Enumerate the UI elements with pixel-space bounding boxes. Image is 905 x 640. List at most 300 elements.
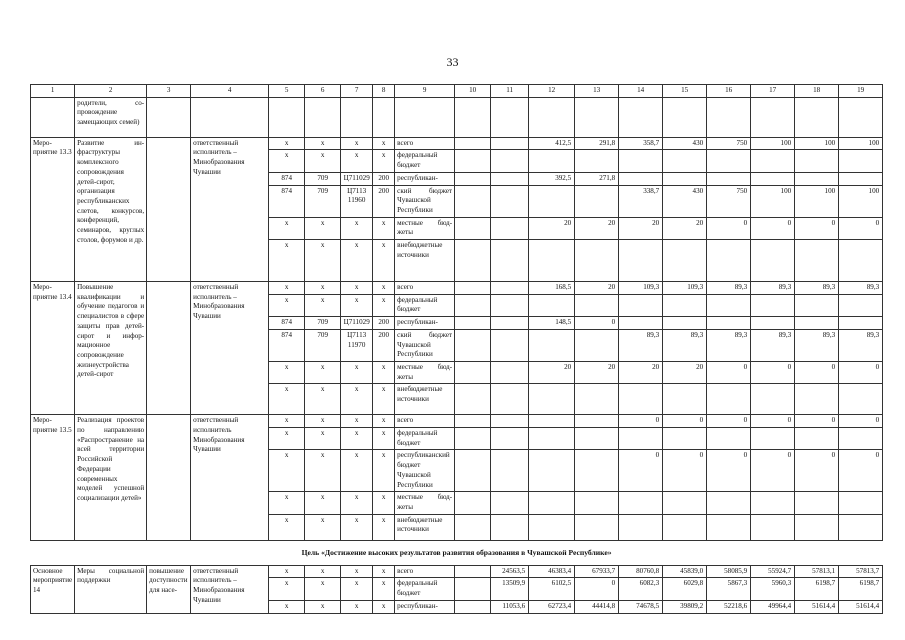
- budget-code: 200: [373, 317, 395, 330]
- amount-cell: 49964,4: [751, 600, 795, 613]
- funding-source: местные бюджеты: [395, 492, 455, 514]
- budget-row: [31, 137, 883, 150]
- funding-source: ский бюджет Чувашской Республики: [395, 329, 455, 361]
- amount-cell: 100: [795, 185, 839, 217]
- amount-cell: [575, 415, 619, 428]
- budget-code: x: [373, 600, 395, 613]
- amount-cell: [795, 172, 839, 185]
- budget-code: x: [341, 217, 373, 239]
- header-cell: 10: [455, 85, 491, 98]
- amount-cell: [455, 172, 491, 185]
- amount-cell: [751, 514, 795, 540]
- amount-cell: 0: [795, 450, 839, 492]
- budget-code: x: [305, 492, 341, 514]
- amount-cell: [619, 150, 663, 172]
- amount-cell: [455, 361, 491, 383]
- amount-cell: 100: [839, 137, 883, 150]
- amount-cell: 46383,4: [529, 565, 575, 578]
- measure-number: Мероприятие 13.4: [31, 282, 75, 415]
- amount-cell: [491, 492, 529, 514]
- budget-code: x: [373, 361, 395, 383]
- amount-cell: [795, 150, 839, 172]
- header-cell: 6: [305, 85, 341, 98]
- header-cell: 19: [839, 85, 883, 98]
- amount-cell: 0: [839, 217, 883, 239]
- amount-cell: [491, 514, 529, 540]
- amount-cell: [575, 185, 619, 217]
- amount-cell: [663, 492, 707, 514]
- amount-cell: [751, 294, 795, 316]
- budget-code: Ц711029: [341, 317, 373, 330]
- amount-cell: 89,3: [619, 329, 663, 361]
- amount-cell: 89,3: [839, 282, 883, 295]
- header-cell: 5: [269, 85, 305, 98]
- amount-cell: 0: [575, 317, 619, 330]
- budget-code: x: [269, 240, 305, 282]
- funding-source: федеральный бюджет: [395, 428, 455, 450]
- amount-cell: [575, 240, 619, 282]
- cell: [619, 97, 663, 137]
- amount-cell: [839, 384, 883, 415]
- amount-cell: 100: [751, 185, 795, 217]
- amount-cell: 0: [795, 217, 839, 239]
- amount-cell: [795, 294, 839, 316]
- amount-cell: [795, 492, 839, 514]
- amount-cell: 20: [663, 217, 707, 239]
- amount-cell: [707, 172, 751, 185]
- amount-cell: 89,3: [839, 329, 883, 361]
- cell: [31, 97, 75, 137]
- amount-cell: 74678,5: [619, 600, 663, 613]
- amount-cell: 0: [839, 450, 883, 492]
- amount-cell: 89,3: [751, 329, 795, 361]
- budget-code: x: [341, 514, 373, 540]
- cell: [455, 97, 491, 137]
- amount-cell: 57813,7: [839, 565, 883, 578]
- amount-cell: [839, 150, 883, 172]
- budget-code: 874: [269, 185, 305, 217]
- cell: [839, 97, 883, 137]
- measure-goal: [147, 282, 191, 415]
- funding-source: всего: [395, 282, 455, 295]
- budget-code: x: [269, 415, 305, 428]
- header-cell: 15: [663, 85, 707, 98]
- cell: [795, 97, 839, 137]
- goal-row: [31, 540, 883, 565]
- amount-cell: 20: [619, 217, 663, 239]
- measure-goal: [147, 137, 191, 281]
- amount-cell: [529, 185, 575, 217]
- measure-name: Меры социальной поддержки: [75, 565, 147, 613]
- cell: родители, сопровождение замещающих семей): [75, 97, 147, 137]
- budget-code: x: [341, 240, 373, 282]
- amount-cell: [663, 428, 707, 450]
- amount-cell: [455, 150, 491, 172]
- amount-cell: [751, 240, 795, 282]
- measure-name: Повышение квалификации и обучение педагогов и специалистов в сфере защиты прав детей-сирот и информационное сопровождение жизнеустройства детей-сирот: [75, 282, 147, 415]
- funding-source: республикан-: [395, 600, 455, 613]
- amount-cell: [795, 240, 839, 282]
- amount-cell: [529, 240, 575, 282]
- budget-code: x: [305, 600, 341, 613]
- amount-cell: 51614,4: [839, 600, 883, 613]
- budget-code: x: [341, 415, 373, 428]
- budget-row: [31, 565, 883, 578]
- funding-source: внебюджетные источники: [395, 240, 455, 282]
- amount-cell: 0: [663, 415, 707, 428]
- amount-cell: [491, 428, 529, 450]
- amount-cell: 358,7: [619, 137, 663, 150]
- amount-cell: [529, 150, 575, 172]
- amount-cell: 89,3: [795, 282, 839, 295]
- amount-cell: 412,5: [529, 137, 575, 150]
- budget-row: [31, 415, 883, 428]
- amount-cell: 89,3: [663, 329, 707, 361]
- amount-cell: [619, 514, 663, 540]
- amount-cell: 0: [751, 217, 795, 239]
- amount-cell: [707, 428, 751, 450]
- header-cell: 17: [751, 85, 795, 98]
- amount-cell: [619, 240, 663, 282]
- cell: [529, 97, 575, 137]
- amount-cell: [455, 329, 491, 361]
- responsible-executor: ответственный исполнитель – Минобразования Чувашии: [191, 565, 269, 613]
- continuation-row: [31, 97, 883, 137]
- amount-cell: 100: [839, 185, 883, 217]
- budget-code: x: [269, 150, 305, 172]
- amount-cell: 20: [663, 361, 707, 383]
- amount-cell: 20: [529, 217, 575, 239]
- amount-cell: 100: [795, 137, 839, 150]
- amount-cell: 271,8: [575, 172, 619, 185]
- amount-cell: 338,7: [619, 185, 663, 217]
- amount-cell: 20: [575, 361, 619, 383]
- header-cell: 14: [619, 85, 663, 98]
- page-number: 33: [446, 55, 459, 69]
- amount-cell: 24563,5: [491, 565, 529, 578]
- amount-cell: 55924,7: [751, 565, 795, 578]
- header-cell: 2: [75, 85, 147, 98]
- budget-code: 874: [269, 329, 305, 361]
- amount-cell: [751, 172, 795, 185]
- funding-source: республикан-: [395, 172, 455, 185]
- cell: [341, 97, 373, 137]
- cell: [147, 97, 191, 137]
- amount-cell: [619, 172, 663, 185]
- amount-cell: 0: [707, 415, 751, 428]
- budget-code: x: [373, 514, 395, 540]
- amount-cell: [663, 240, 707, 282]
- amount-cell: 5867,3: [707, 578, 751, 600]
- amount-cell: [795, 428, 839, 450]
- funding-source: внебюджетные источники: [395, 384, 455, 415]
- amount-cell: 291,8: [575, 137, 619, 150]
- funding-source: местные бюджеты: [395, 217, 455, 239]
- amount-cell: 0: [575, 578, 619, 600]
- amount-cell: 45839,0: [663, 565, 707, 578]
- amount-cell: 52218,6: [707, 600, 751, 613]
- amount-cell: 0: [839, 415, 883, 428]
- amount-cell: [707, 384, 751, 415]
- budget-code: x: [269, 361, 305, 383]
- amount-cell: 6198,7: [839, 578, 883, 600]
- amount-cell: [619, 428, 663, 450]
- budget-code: x: [305, 450, 341, 492]
- budget-code: x: [305, 217, 341, 239]
- header-cell: 7: [341, 85, 373, 98]
- amount-cell: [751, 150, 795, 172]
- amount-cell: [491, 150, 529, 172]
- amount-cell: [663, 294, 707, 316]
- amount-cell: [707, 514, 751, 540]
- amount-cell: 392,5: [529, 172, 575, 185]
- funding-source: федеральный бюджет: [395, 578, 455, 600]
- amount-cell: [751, 428, 795, 450]
- amount-cell: 0: [751, 361, 795, 383]
- amount-cell: [455, 282, 491, 295]
- amount-cell: [663, 150, 707, 172]
- budget-code: x: [341, 578, 373, 600]
- budget-code: 709: [305, 185, 341, 217]
- budget-code: 709: [305, 329, 341, 361]
- measure-number: Мероприятие 13.5: [31, 415, 75, 540]
- budget-code: x: [373, 282, 395, 295]
- budget-code: x: [269, 565, 305, 578]
- budget-code: x: [269, 492, 305, 514]
- header-cell: 1: [31, 85, 75, 98]
- cell: [491, 97, 529, 137]
- cell: [373, 97, 395, 137]
- amount-cell: 750: [707, 137, 751, 150]
- budget-code: x: [373, 217, 395, 239]
- measure-name: Реализация проектов по направлению «Распространение на всей территории Российской Федерации современных моделей успешной социализации детей»: [75, 415, 147, 540]
- amount-cell: [529, 428, 575, 450]
- amount-cell: [839, 294, 883, 316]
- amount-cell: [491, 329, 529, 361]
- header-cell: 9: [395, 85, 455, 98]
- measure-number: Основное мероприятие 14: [31, 565, 75, 613]
- amount-cell: [751, 492, 795, 514]
- amount-cell: [707, 240, 751, 282]
- budget-code: x: [341, 600, 373, 613]
- amount-cell: 109,3: [663, 282, 707, 295]
- amount-cell: 430: [663, 137, 707, 150]
- header-cell: 18: [795, 85, 839, 98]
- budget-table: [30, 84, 883, 614]
- amount-cell: 0: [707, 361, 751, 383]
- measure-goal: [147, 415, 191, 540]
- amount-cell: 6029,8: [663, 578, 707, 600]
- amount-cell: [619, 317, 663, 330]
- amount-cell: [663, 514, 707, 540]
- amount-cell: [619, 384, 663, 415]
- cell: [663, 97, 707, 137]
- budget-code: 200: [373, 185, 395, 217]
- measure-goal: повышение доступности для насе-: [147, 565, 191, 613]
- amount-cell: [491, 282, 529, 295]
- header-cell: 11: [491, 85, 529, 98]
- budget-code: x: [373, 450, 395, 492]
- amount-cell: [575, 514, 619, 540]
- funding-source: федеральный бюджет: [395, 150, 455, 172]
- budget-code: x: [269, 514, 305, 540]
- budget-code: 709: [305, 172, 341, 185]
- budget-code: x: [305, 578, 341, 600]
- budget-code: x: [269, 282, 305, 295]
- amount-cell: [707, 150, 751, 172]
- amount-cell: 58085,9: [707, 565, 751, 578]
- budget-code: x: [341, 137, 373, 150]
- amount-cell: [455, 428, 491, 450]
- amount-cell: [491, 240, 529, 282]
- amount-cell: 89,3: [795, 329, 839, 361]
- budget-code: x: [305, 514, 341, 540]
- amount-cell: [751, 317, 795, 330]
- amount-cell: [491, 294, 529, 316]
- responsible-executor: ответственный исполнитель – Минобразования Чувашии: [191, 282, 269, 415]
- amount-cell: [575, 294, 619, 316]
- header-cell: 4: [191, 85, 269, 98]
- amount-cell: [663, 317, 707, 330]
- cell: [269, 97, 305, 137]
- budget-code: x: [305, 240, 341, 282]
- budget-code: x: [341, 282, 373, 295]
- amount-cell: [529, 384, 575, 415]
- budget-code: 874: [269, 317, 305, 330]
- header-cell: 16: [707, 85, 751, 98]
- amount-cell: 6082,3: [619, 578, 663, 600]
- amount-cell: [575, 150, 619, 172]
- budget-code: x: [341, 565, 373, 578]
- amount-cell: 0: [839, 361, 883, 383]
- amount-cell: [575, 492, 619, 514]
- amount-cell: 6198,7: [795, 578, 839, 600]
- amount-cell: [455, 415, 491, 428]
- funding-source: республикан-: [395, 317, 455, 330]
- amount-cell: [455, 240, 491, 282]
- header-cell: 3: [147, 85, 191, 98]
- amount-cell: [839, 317, 883, 330]
- funding-source: всего: [395, 565, 455, 578]
- amount-cell: [839, 428, 883, 450]
- measure-name: Развитие инфраструктуры комплексного сопровождения детей-сирот, организация республиканских слетов, конкурсов, конференций, семинаров, круглых столов, форумов и др.: [75, 137, 147, 281]
- amount-cell: 11053,6: [491, 600, 529, 613]
- budget-code: x: [269, 137, 305, 150]
- amount-cell: [795, 514, 839, 540]
- budget-code: x: [269, 578, 305, 600]
- amount-cell: [491, 172, 529, 185]
- amount-cell: [575, 329, 619, 361]
- amount-cell: [455, 137, 491, 150]
- budget-row: [31, 282, 883, 295]
- amount-cell: 62723,4: [529, 600, 575, 613]
- amount-cell: [455, 317, 491, 330]
- budget-code: 874: [269, 172, 305, 185]
- amount-cell: [575, 384, 619, 415]
- amount-cell: 13509,9: [491, 578, 529, 600]
- funding-source: внебюджетные источники: [395, 514, 455, 540]
- amount-cell: [529, 514, 575, 540]
- amount-cell: [529, 492, 575, 514]
- amount-cell: 0: [751, 450, 795, 492]
- amount-cell: [575, 450, 619, 492]
- budget-code: x: [373, 294, 395, 316]
- amount-cell: 89,3: [707, 329, 751, 361]
- responsible-executor: ответственный исполнитель – Минобразования Чувашии: [191, 137, 269, 281]
- amount-cell: 57813,1: [795, 565, 839, 578]
- funding-source: всего: [395, 415, 455, 428]
- amount-cell: 5960,3: [751, 578, 795, 600]
- amount-cell: [455, 600, 491, 613]
- budget-code: x: [305, 137, 341, 150]
- amount-cell: [455, 492, 491, 514]
- amount-cell: [455, 578, 491, 600]
- budget-code: x: [341, 428, 373, 450]
- budget-code: Ц7113 11970: [341, 329, 373, 361]
- amount-cell: [491, 185, 529, 217]
- budget-code: x: [305, 150, 341, 172]
- budget-code: x: [341, 450, 373, 492]
- amount-cell: [619, 294, 663, 316]
- budget-code: x: [269, 428, 305, 450]
- amount-cell: 0: [619, 415, 663, 428]
- budget-code: x: [373, 384, 395, 415]
- amount-cell: [795, 384, 839, 415]
- header-cell: 13: [575, 85, 619, 98]
- amount-cell: 750: [707, 185, 751, 217]
- header-cell: 8: [373, 85, 395, 98]
- amount-cell: [491, 217, 529, 239]
- funding-source: ский бюджет Чувашской Республики: [395, 185, 455, 217]
- amount-cell: [455, 514, 491, 540]
- amount-cell: [663, 172, 707, 185]
- budget-code: x: [269, 600, 305, 613]
- amount-cell: 100: [751, 137, 795, 150]
- amount-cell: [491, 384, 529, 415]
- budget-code: x: [373, 428, 395, 450]
- amount-cell: 148,5: [529, 317, 575, 330]
- amount-cell: 20: [575, 217, 619, 239]
- amount-cell: [529, 329, 575, 361]
- budget-code: x: [269, 450, 305, 492]
- budget-code: Ц7113 11960: [341, 185, 373, 217]
- budget-code: x: [305, 565, 341, 578]
- amount-cell: 20: [529, 361, 575, 383]
- budget-code: x: [373, 492, 395, 514]
- funding-source: местные бюджеты: [395, 361, 455, 383]
- cell: [751, 97, 795, 137]
- cell: [707, 97, 751, 137]
- budget-code: x: [305, 415, 341, 428]
- responsible-executor: ответственный исполнитель Минобразования Чувашии: [191, 415, 269, 540]
- amount-cell: 430: [663, 185, 707, 217]
- budget-code: 200: [373, 329, 395, 361]
- funding-source: федеральный бюджет: [395, 294, 455, 316]
- amount-cell: 20: [575, 282, 619, 295]
- cell: [395, 97, 455, 137]
- amount-cell: [455, 384, 491, 415]
- amount-cell: [491, 137, 529, 150]
- goal-title: Цель «Достижение высоких результатов развития образования в Чувашской Республике»: [31, 540, 883, 565]
- amount-cell: [795, 317, 839, 330]
- budget-code: x: [305, 282, 341, 295]
- budget-code: x: [373, 578, 395, 600]
- measure-number: Мероприятие 13.3: [31, 137, 75, 281]
- amount-cell: [839, 240, 883, 282]
- amount-cell: [575, 428, 619, 450]
- funding-source: республиканский бюджет Чувашской Республики: [395, 450, 455, 492]
- amount-cell: 168,5: [529, 282, 575, 295]
